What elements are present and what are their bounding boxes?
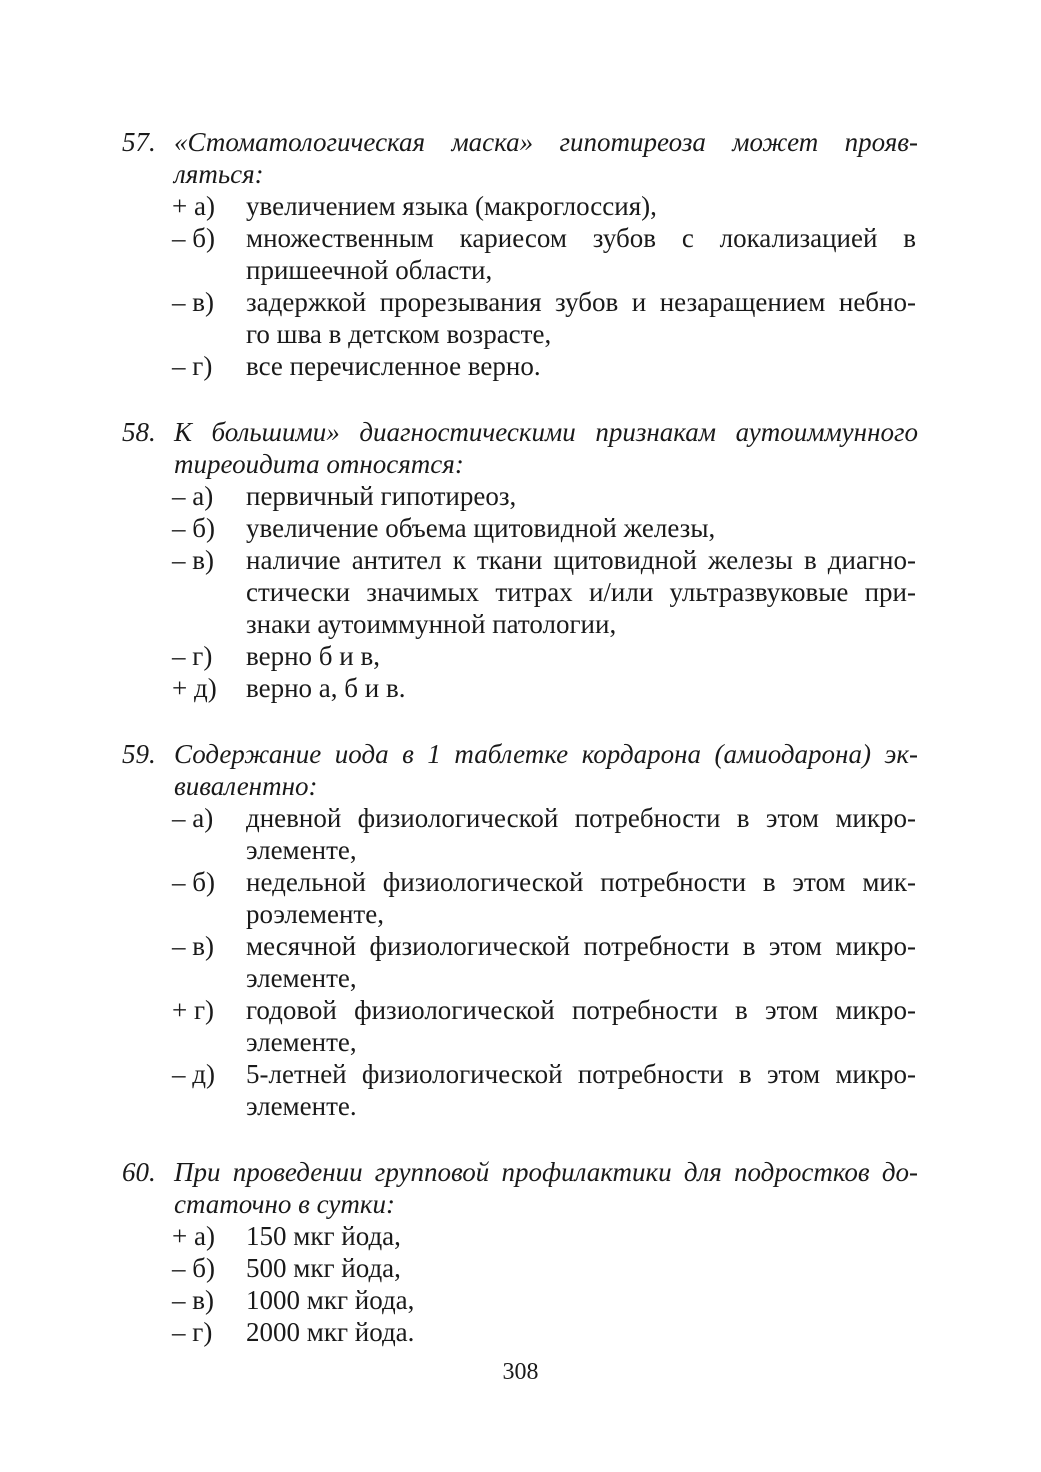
answer-text: верно а, б и в. (246, 673, 406, 703)
answer-text: 150 мкг йода, (246, 1221, 401, 1251)
question-number: 59. (122, 739, 156, 769)
answer-option (122, 512, 918, 544)
answer-text (246, 544, 916, 640)
answer-text-line: элементе, (246, 835, 357, 865)
page-number: 308 (502, 1359, 539, 1385)
answer-marker: – в) (172, 1285, 214, 1315)
answer-text-line: задержкой прорезывания зубов и незаращением небно- (246, 287, 916, 317)
answer-option (122, 222, 918, 286)
question-text-line: К большими» диагностическими признакам аутоиммунного (174, 417, 918, 447)
answer-text (246, 286, 916, 350)
question-text-line: При проведении групповой профилактики для подростков до- (174, 1157, 918, 1187)
answer-marker: – в) (172, 287, 214, 317)
answer-option (122, 544, 918, 640)
answer-text (246, 930, 916, 994)
question-text-line: тиреоидита относятся: (174, 449, 464, 479)
answer-option (122, 1058, 918, 1122)
answer-text-line: пришеечной области, (246, 255, 493, 285)
question-text (174, 126, 918, 190)
question-number: 60. (122, 1157, 156, 1187)
answer-option (122, 1284, 918, 1316)
question-text (174, 738, 918, 802)
question-59 (122, 738, 918, 1122)
answer-option (122, 1220, 918, 1252)
answer-option (122, 802, 918, 866)
answer-text: все перечисленное верно. (246, 351, 541, 381)
answer-text (246, 802, 916, 866)
answer-text (246, 222, 916, 286)
question-number: 57. (122, 127, 156, 157)
answer-text-line: знаки аутоиммунной патологии, (246, 609, 617, 639)
answer-text: увеличение объема щитовидной железы, (246, 513, 716, 543)
answer-text-line: наличие антител к ткани щитовидной железы в диагно- (246, 545, 916, 575)
answer-list (122, 802, 918, 1122)
answer-marker: – а) (172, 803, 214, 833)
answer-marker: + а) (172, 191, 215, 221)
answer-option (122, 1316, 918, 1348)
question-57 (122, 126, 918, 382)
answer-option (122, 1252, 918, 1284)
answer-text-line: множественным кариесом зубов с локализацией в (246, 223, 916, 253)
question-header (122, 1156, 918, 1220)
question-number: 58. (122, 417, 156, 447)
answer-text: 500 мкг йода, (246, 1253, 401, 1283)
answer-marker: – д) (172, 1059, 215, 1089)
answer-marker: – г) (172, 1317, 213, 1347)
question-text-line: ляться: (174, 159, 264, 189)
question-text-line: статочно в сутки: (174, 1189, 396, 1219)
answer-text-line: недельной физиологической потребности в этом мик- (246, 867, 916, 897)
answer-option (122, 350, 918, 382)
answer-marker: – б) (172, 223, 215, 253)
answer-list (122, 480, 918, 704)
answer-text-line: элементе. (246, 1091, 357, 1121)
answer-marker: + г) (172, 995, 215, 1025)
question-60 (122, 1156, 918, 1348)
answer-marker: – г) (172, 351, 213, 381)
answer-text-line: элементе, (246, 1027, 357, 1057)
answer-marker: – а) (172, 481, 214, 511)
answer-text: верно б и в, (246, 641, 380, 671)
answer-text: первичный гипотиреоз, (246, 481, 517, 511)
question-text (174, 416, 918, 480)
answer-option (122, 286, 918, 350)
answer-marker: – в) (172, 545, 214, 575)
answer-text-line: 5-летней физиологической потребности в этом микро- (246, 1059, 916, 1089)
answer-text-line: месячной физиологической потребности в этом микро- (246, 931, 916, 961)
answer-text-line: го шва в детском возрасте, (246, 319, 552, 349)
answer-marker: + а) (172, 1221, 215, 1251)
question-58 (122, 416, 918, 704)
question-text-line: Содержание иода в 1 таблетке кордарона (амиодарона) эк- (174, 739, 918, 769)
answer-marker: – в) (172, 931, 214, 961)
question-header (122, 126, 918, 190)
answer-text: 1000 мкг йода, (246, 1285, 415, 1315)
question-header (122, 738, 918, 802)
answer-text-line: элементе, (246, 963, 357, 993)
answer-text-line: дневной физиологической потребности в этом микро- (246, 803, 916, 833)
answer-option (122, 480, 918, 512)
answer-option (122, 672, 918, 704)
answer-option (122, 994, 918, 1058)
answer-marker: + д) (172, 673, 217, 703)
answer-text (246, 866, 916, 930)
answer-list (122, 190, 918, 382)
answer-text-line: роэлементе, (246, 899, 384, 929)
question-text-line: вивалентно: (174, 771, 318, 801)
answer-text-line: стически значимых титрах и/или ультразвуковые при- (246, 577, 916, 607)
answer-text: 2000 мкг йода. (246, 1317, 415, 1347)
answer-marker: – б) (172, 1253, 215, 1283)
answer-marker: – б) (172, 513, 215, 543)
answer-option (122, 866, 918, 930)
answer-option (122, 930, 918, 994)
answer-text: увеличением языка (макроглоссия), (246, 191, 657, 221)
question-text (174, 1156, 918, 1220)
answer-text (246, 1058, 916, 1122)
answer-marker: – г) (172, 641, 213, 671)
answer-option (122, 190, 918, 222)
answer-list (122, 1220, 918, 1348)
answer-option (122, 640, 918, 672)
question-text-line: «Стоматологическая маска» гипотиреоза может прояв- (174, 127, 918, 157)
answer-marker: – б) (172, 867, 215, 897)
answer-text-line: годовой физиологической потребности в этом микро- (246, 995, 916, 1025)
answer-text (246, 994, 916, 1058)
question-header (122, 416, 918, 480)
